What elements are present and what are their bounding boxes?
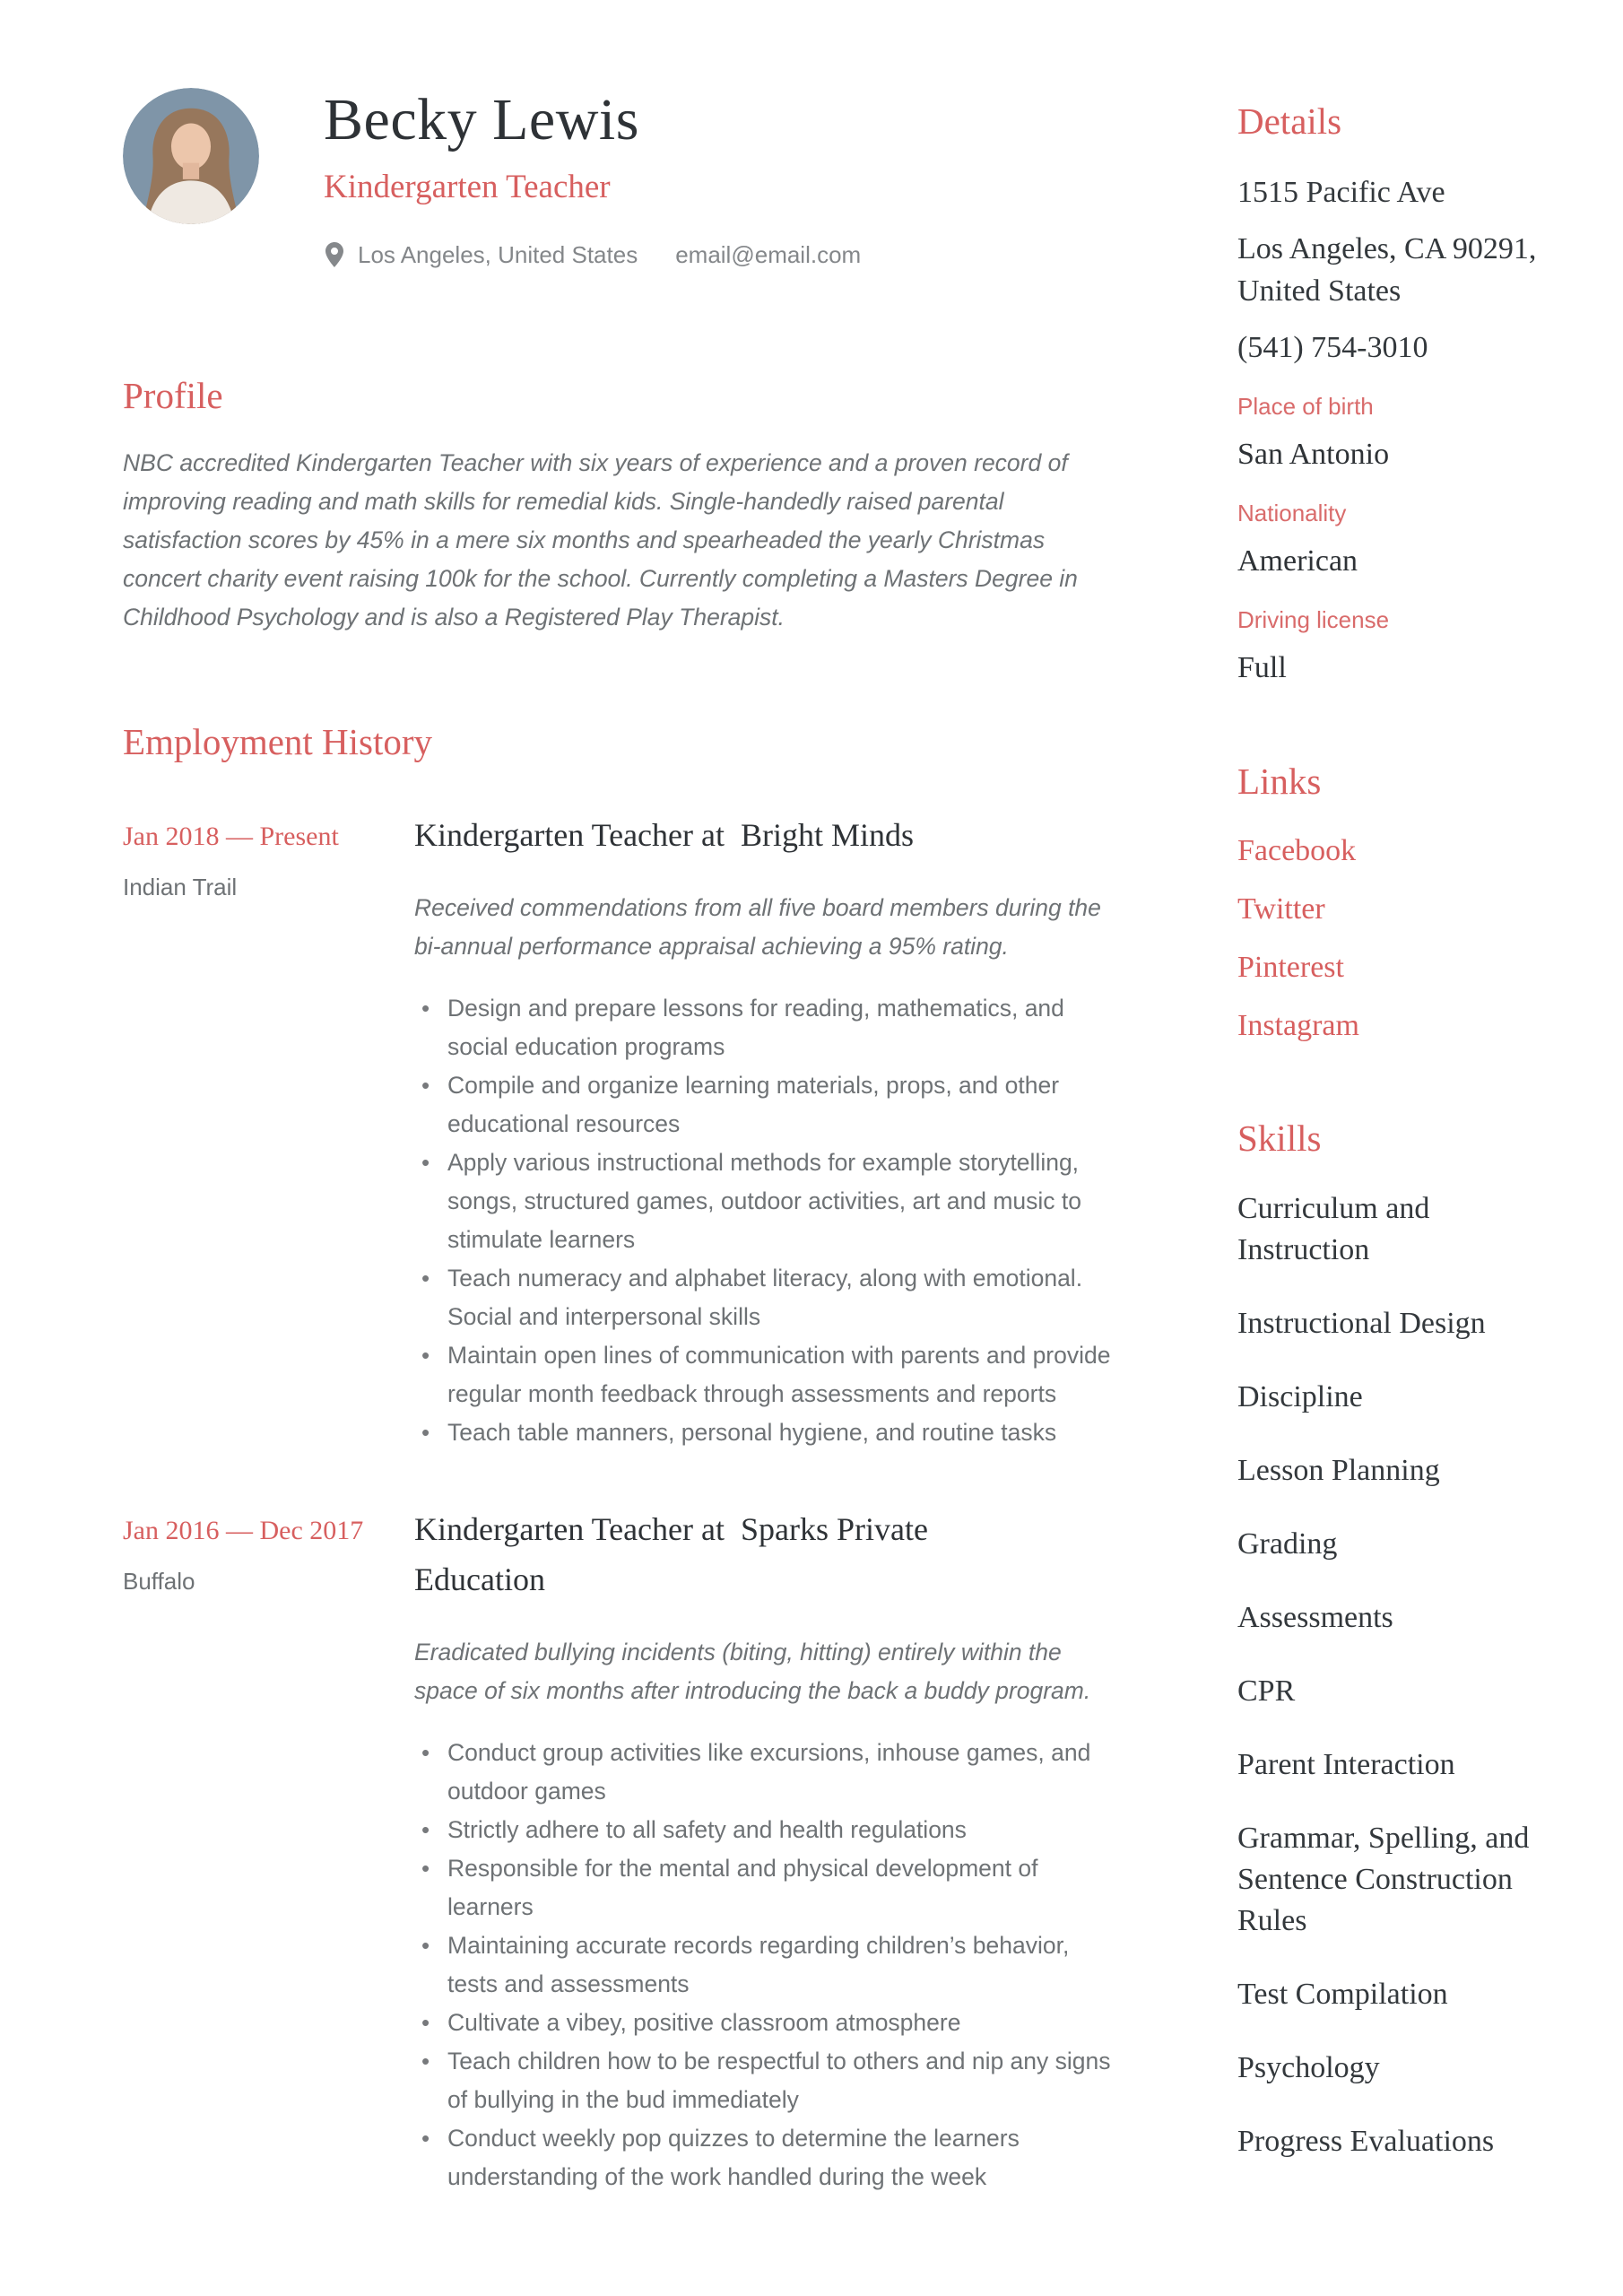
link-row (1237, 890, 1541, 929)
detail-value: San Antonio (1237, 438, 1390, 472)
detail-label: Nationality (1237, 500, 1347, 527)
skill-item: Progress Evaluations (1237, 2125, 1495, 2159)
details-section (1237, 99, 1541, 689)
details-heading: Details (1237, 100, 1342, 142)
job-bullet-list (414, 1734, 1120, 2196)
job-content (414, 810, 1120, 1452)
skill-item: Instructional Design (1237, 1307, 1486, 1341)
detail-value: Full (1237, 650, 1287, 684)
job-bullet: • Compile and organize learning materials, props, and other educational resources (414, 1066, 1120, 1144)
job-bullet: • Teach table manners, personal hygiene, and routine tasks (414, 1413, 1120, 1452)
job-date: Jan 2016 — Dec 2017 (123, 1516, 364, 1546)
skill-item: Discipline (1237, 1380, 1363, 1414)
job-title: Kindergarten Teacher at Sparks Private Education (414, 1511, 936, 1598)
links-heading: Links (1237, 760, 1322, 802)
job-bullet: • Responsible for the mental and physical development of learners (414, 1849, 1120, 1926)
phone-number: (541) 754-3010 (1237, 331, 1428, 365)
skill-item: Test Compilation (1237, 1978, 1448, 2012)
person-job-title: Kindergarten Teacher (324, 168, 611, 205)
skill-item: Grammar, Spelling, and Sentence Construction Rules (1237, 1822, 1530, 1938)
skill-item: Lesson Planning (1237, 1454, 1440, 1488)
contact-location: Los Angeles, United States (358, 240, 638, 268)
employment-section (123, 719, 1120, 2196)
skills-heading: Skills (1237, 1117, 1322, 1159)
profile-photo-illustration (123, 88, 259, 224)
links-section (1237, 759, 1541, 1046)
job-entry (123, 1504, 1120, 2196)
address-line-1: 1515 Pacific Ave (1237, 176, 1445, 210)
job-bullet: • Design and prepare lessons for reading, mathematics, and social education programs (414, 989, 1120, 1066)
header-text (324, 86, 861, 269)
job-bullet: • Teach children how to be respectful to others and nip any signs of bullying in the bud immediately (414, 2042, 1120, 2119)
skill-item: Grading (1237, 1527, 1338, 1561)
link-row (1237, 831, 1541, 871)
links-list (1237, 831, 1541, 1046)
person-name: Becky Lewis (324, 87, 639, 152)
skills-section (1237, 1116, 1541, 2162)
profile-section (123, 373, 1120, 637)
location-pin-icon (324, 241, 345, 268)
detail-label: Driving license (1237, 605, 1390, 633)
job-title: Kindergarten Teacher at Bright Minds (414, 817, 914, 854)
detail-item (1237, 499, 1541, 582)
job-bullet: • Conduct group activities like excursions, inhouse games, and outdoor games (414, 1734, 1120, 1811)
job-bullet: • Teach numeracy and alphabet literacy, along with emotional. Social and interpersonal skills (414, 1259, 1120, 1336)
job-meta (123, 1504, 414, 2196)
job-location: Indian Trail (123, 874, 238, 901)
contact-row (324, 241, 861, 269)
detail-item (1237, 605, 1541, 689)
job-bullet: • Conduct weekly pop quizzes to determine the learners understanding of the work handled during the week (414, 2119, 1120, 2196)
address-line-2: Los Angeles, CA 90291, United States (1237, 232, 1537, 309)
main-column (123, 86, 1120, 2242)
profile-photo (123, 88, 259, 224)
job-bullet: • Maintain open lines of communication with parents and provide regular month feedback through assessments and reports (414, 1336, 1120, 1413)
job-bullet: • Strictly adhere to all safety and health regulations (414, 1811, 1120, 1849)
job-entry (123, 810, 1120, 1452)
job-summary: Eradicated bullying incidents (biting, hitting) entirely within the space of six months after introducing the back a buddy program. (414, 1639, 1091, 1705)
job-bullet: • Maintaining accurate records regarding children’s behavior, tests and assessments (414, 1926, 1120, 2004)
job-bullet: • Apply various instructional methods for example storytelling, songs, structured games, outdoor activities, art and music to stimulate learners (414, 1144, 1120, 1259)
skill-item: Assessments (1237, 1601, 1393, 1635)
social-link[interactable]: Pinterest (1237, 950, 1344, 984)
job-meta (123, 810, 414, 1452)
profile-heading: Profile (123, 374, 223, 416)
detail-label: Place of birth (1237, 393, 1374, 421)
skill-item: CPR (1237, 1674, 1296, 1709)
job-content (414, 1504, 1120, 2196)
skill-item: Curriculum and Instruction (1237, 1192, 1430, 1267)
social-link[interactable]: Twitter (1237, 891, 1325, 926)
sidebar (1237, 86, 1541, 2242)
contact-email[interactable]: email@email.com (675, 240, 862, 268)
skill-item: Psychology (1237, 2051, 1380, 2085)
header (123, 86, 1120, 269)
social-link[interactable]: Facebook (1237, 833, 1357, 867)
employment-heading: Employment History (123, 721, 433, 763)
job-date: Jan 2018 — Present (123, 822, 339, 852)
profile-text: NBC accredited Kindergarten Teacher with six years of experience and a proven record of improving reading and math skills for remedial kids. Single-handedly raised parental satisfaction scores by 45% in a mere six months and spearheaded the yearly Christmas concert charity event raising 100k for the school. Currently completing a Masters Degree in Childhood Psychology and is also a Registered Play Therapist. (123, 449, 1078, 631)
detail-value: American (1237, 544, 1358, 578)
social-link[interactable]: Instagram (1237, 1008, 1359, 1042)
link-row (1237, 1006, 1541, 1046)
job-location: Buffalo (123, 1568, 195, 1596)
job-summary: Received commendations from all five board members during the bi-annual performance appraisal achieving a 95% rating. (414, 894, 1101, 961)
job-bullet-list (414, 989, 1120, 1452)
detail-item-list (1237, 392, 1541, 688)
detail-item (1237, 392, 1541, 475)
link-row (1237, 948, 1541, 987)
job-bullet: • Cultivate a vibey, positive classroom atmosphere (414, 2004, 1120, 2042)
skills-list (1237, 1188, 1541, 2162)
skill-item: Parent Interaction (1237, 1748, 1455, 1782)
